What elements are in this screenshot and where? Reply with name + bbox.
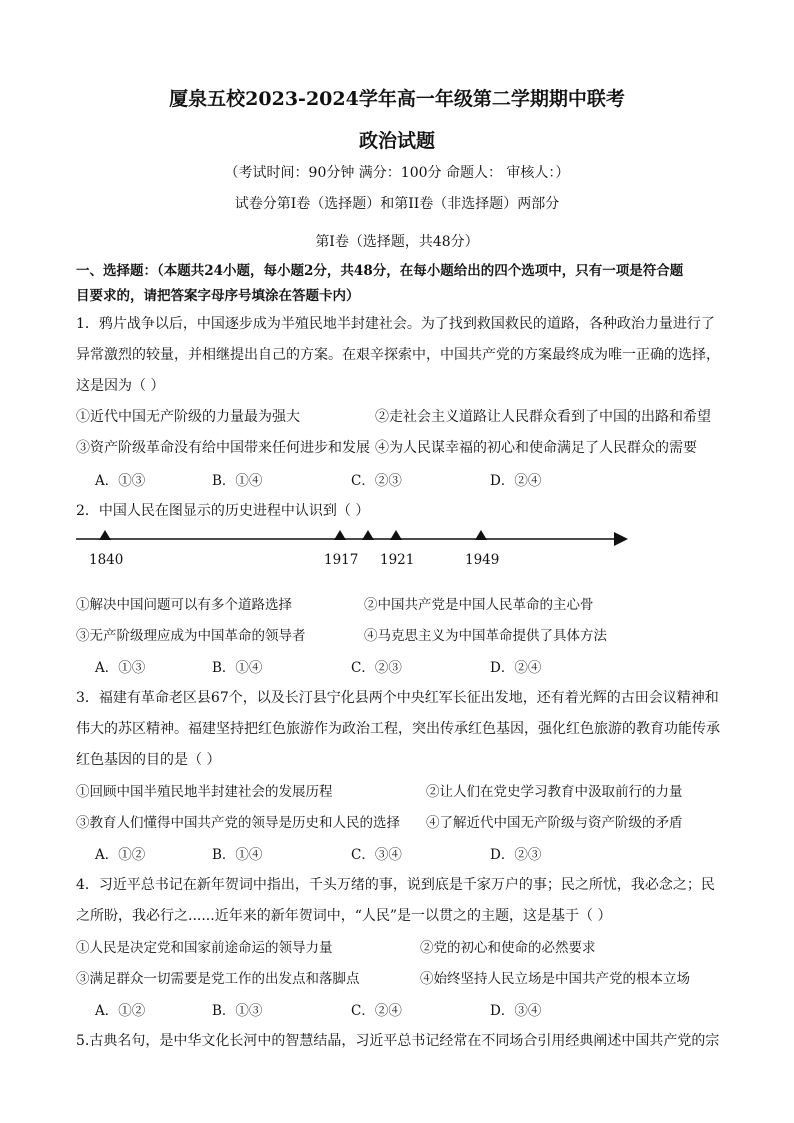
timeline-arrow-head [614,532,628,546]
q2-choice-d[interactable]: D．②④ [490,660,542,676]
q5-stem-line1: 5.古典名句，是中华文化长河中的智慧结晶，习近平总书记经常在不同场合引用经典阐述中国共产党的宗 [76,1033,720,1049]
q4-option-1: ①人民是决定党和国家前途命运的领导力量 [76,940,333,956]
timeline-marker-extra [362,530,374,540]
timeline-year-1840: 1840 [89,552,124,568]
q1-choice-a[interactable]: A．①③ [95,473,146,489]
timeline-marker-1917 [334,530,346,540]
q1-stem-line1: 1．鸦片战争以后，中国逐步成为半殖民地半封建社会。为了找到救国救民的道路，各种政治力量进行了 [76,316,715,332]
timeline-year-1949: 1949 [465,552,500,568]
q2-option-4: ④马克思主义为中国革命提供了具体方法 [364,628,607,644]
q4-choice-b[interactable]: B．①③ [212,1003,263,1019]
history-timeline [76,526,636,576]
section1-instruction-line1: 一、选择题：（本题共24小题，每小题2分，共48分，在每小题给出的四个选项中，只有一项是符合题 [76,263,684,279]
q3-choice-d[interactable]: D．②③ [490,847,542,863]
part1-heading: 第Ⅰ卷（选择题，共48分） [315,234,479,250]
paper-structure: 试卷分第Ⅰ卷（选择题）和第II卷（非选择题）两部分 [234,196,560,212]
q4-choice-c[interactable]: C．②④ [351,1003,402,1019]
q3-choice-a[interactable]: A．①② [95,847,146,863]
q2-stem: 2．中国人民在图显示的历史进程中认识到（ ） [76,503,370,519]
q4-option-4: ④始终坚持人民立场是中国共产党的根本立场 [420,971,690,987]
q4-option-2: ②党的初心和使命的必然要求 [420,940,596,956]
q3-option-2: ②让人们在党史学习教育中汲取前行的力量 [426,784,683,800]
q4-choice-d[interactable]: D．③④ [490,1003,542,1019]
timeline-year-1917: 1917 [324,552,359,568]
q2-option-2: ②中国共产党是中国人民革命的主心骨 [364,597,594,613]
exam-subject: 政治试题 [358,130,435,152]
q3-choice-b[interactable]: B．①④ [212,847,263,863]
q4-option-3: ③满足群众一切需要是党工作的出发点和落脚点 [76,971,360,987]
q3-stem-line2: 伟大的苏区精神。福建坚持把红色旅游作为政治工程，突出传承红色基因，强化红色旅游的教育功能传承 [76,721,720,737]
q1-option-2: ②走社会主义道路让人民群众看到了中国的出路和希望 [375,409,711,425]
timeline-marker-1840 [99,530,111,540]
exam-title: 厦泉五校2023-2024学年高一年级第二学期期中联考 [169,88,625,110]
q1-option-3: ③资产阶级革命没有给中国带来任何进步和发展 [76,440,370,456]
q3-stem-line3: 红色基因的目的是（ ） [76,752,221,768]
q2-choice-a[interactable]: A．①③ [95,660,146,676]
q4-stem-line1: 4．习近平总书记在新年贺词中指出，千头万绪的事，说到底是千家万户的事；民之所忧，我必念之；民 [76,877,715,893]
q3-option-4: ④了解近代中国无产阶级与资产阶级的矛盾 [426,815,683,831]
q4-choice-a[interactable]: A．①② [95,1003,146,1019]
q2-choice-c[interactable]: C．②③ [351,660,402,676]
q2-option-3: ③无产阶级理应成为中国革命的领导者 [76,628,306,644]
q2-choice-b[interactable]: B．①④ [212,660,263,676]
q1-choice-b[interactable]: B．①④ [212,473,263,489]
q1-choice-d[interactable]: D．②④ [490,473,542,489]
q1-choice-c[interactable]: C．②③ [351,473,402,489]
timeline-marker-1949 [475,530,487,540]
timeline-marker-1921 [390,530,402,540]
q1-stem-line2: 异常激烈的较量，并相继提出自己的方案。在艰辛探索中，中国共产党的方案最终成为唯一正确的选择， [76,347,720,363]
timeline-year-1921: 1921 [380,552,415,568]
q1-option-4: ④为人民谋幸福的初心和使命满足了人民群众的需要 [375,440,697,456]
q3-option-3: ③教育人们懂得中国共产党的领导是历史和人民的选择 [76,815,400,831]
q3-option-1: ①回顾中国半殖民地半封建社会的发展历程 [76,784,333,800]
exam-info: （考试时间：90分钟 满分：100分 命题人： 审核人：） [224,165,570,181]
q4-stem-line2: 之所盼，我必行之......近年来的新年贺词中，“人民”是一以贯之的主题，这是基于（ ） [76,908,612,924]
q3-choice-c[interactable]: C．③④ [351,847,402,863]
q2-option-1: ①解决中国问题可以有多个道路选择 [76,597,292,613]
section1-instruction-line2: 目要求的，请把答案字母序号填涂在答题卡内） [76,288,360,304]
q1-option-1: ①近代中国无产阶级的力量最为强大 [76,409,300,425]
q3-stem-line1: 3．福建有革命老区县67个，以及长汀县宁化县两个中央红军长征出发地，还有着光辉的古田会议精神和 [76,690,719,706]
q1-stem-line3: 这是因为（ ） [76,378,165,394]
